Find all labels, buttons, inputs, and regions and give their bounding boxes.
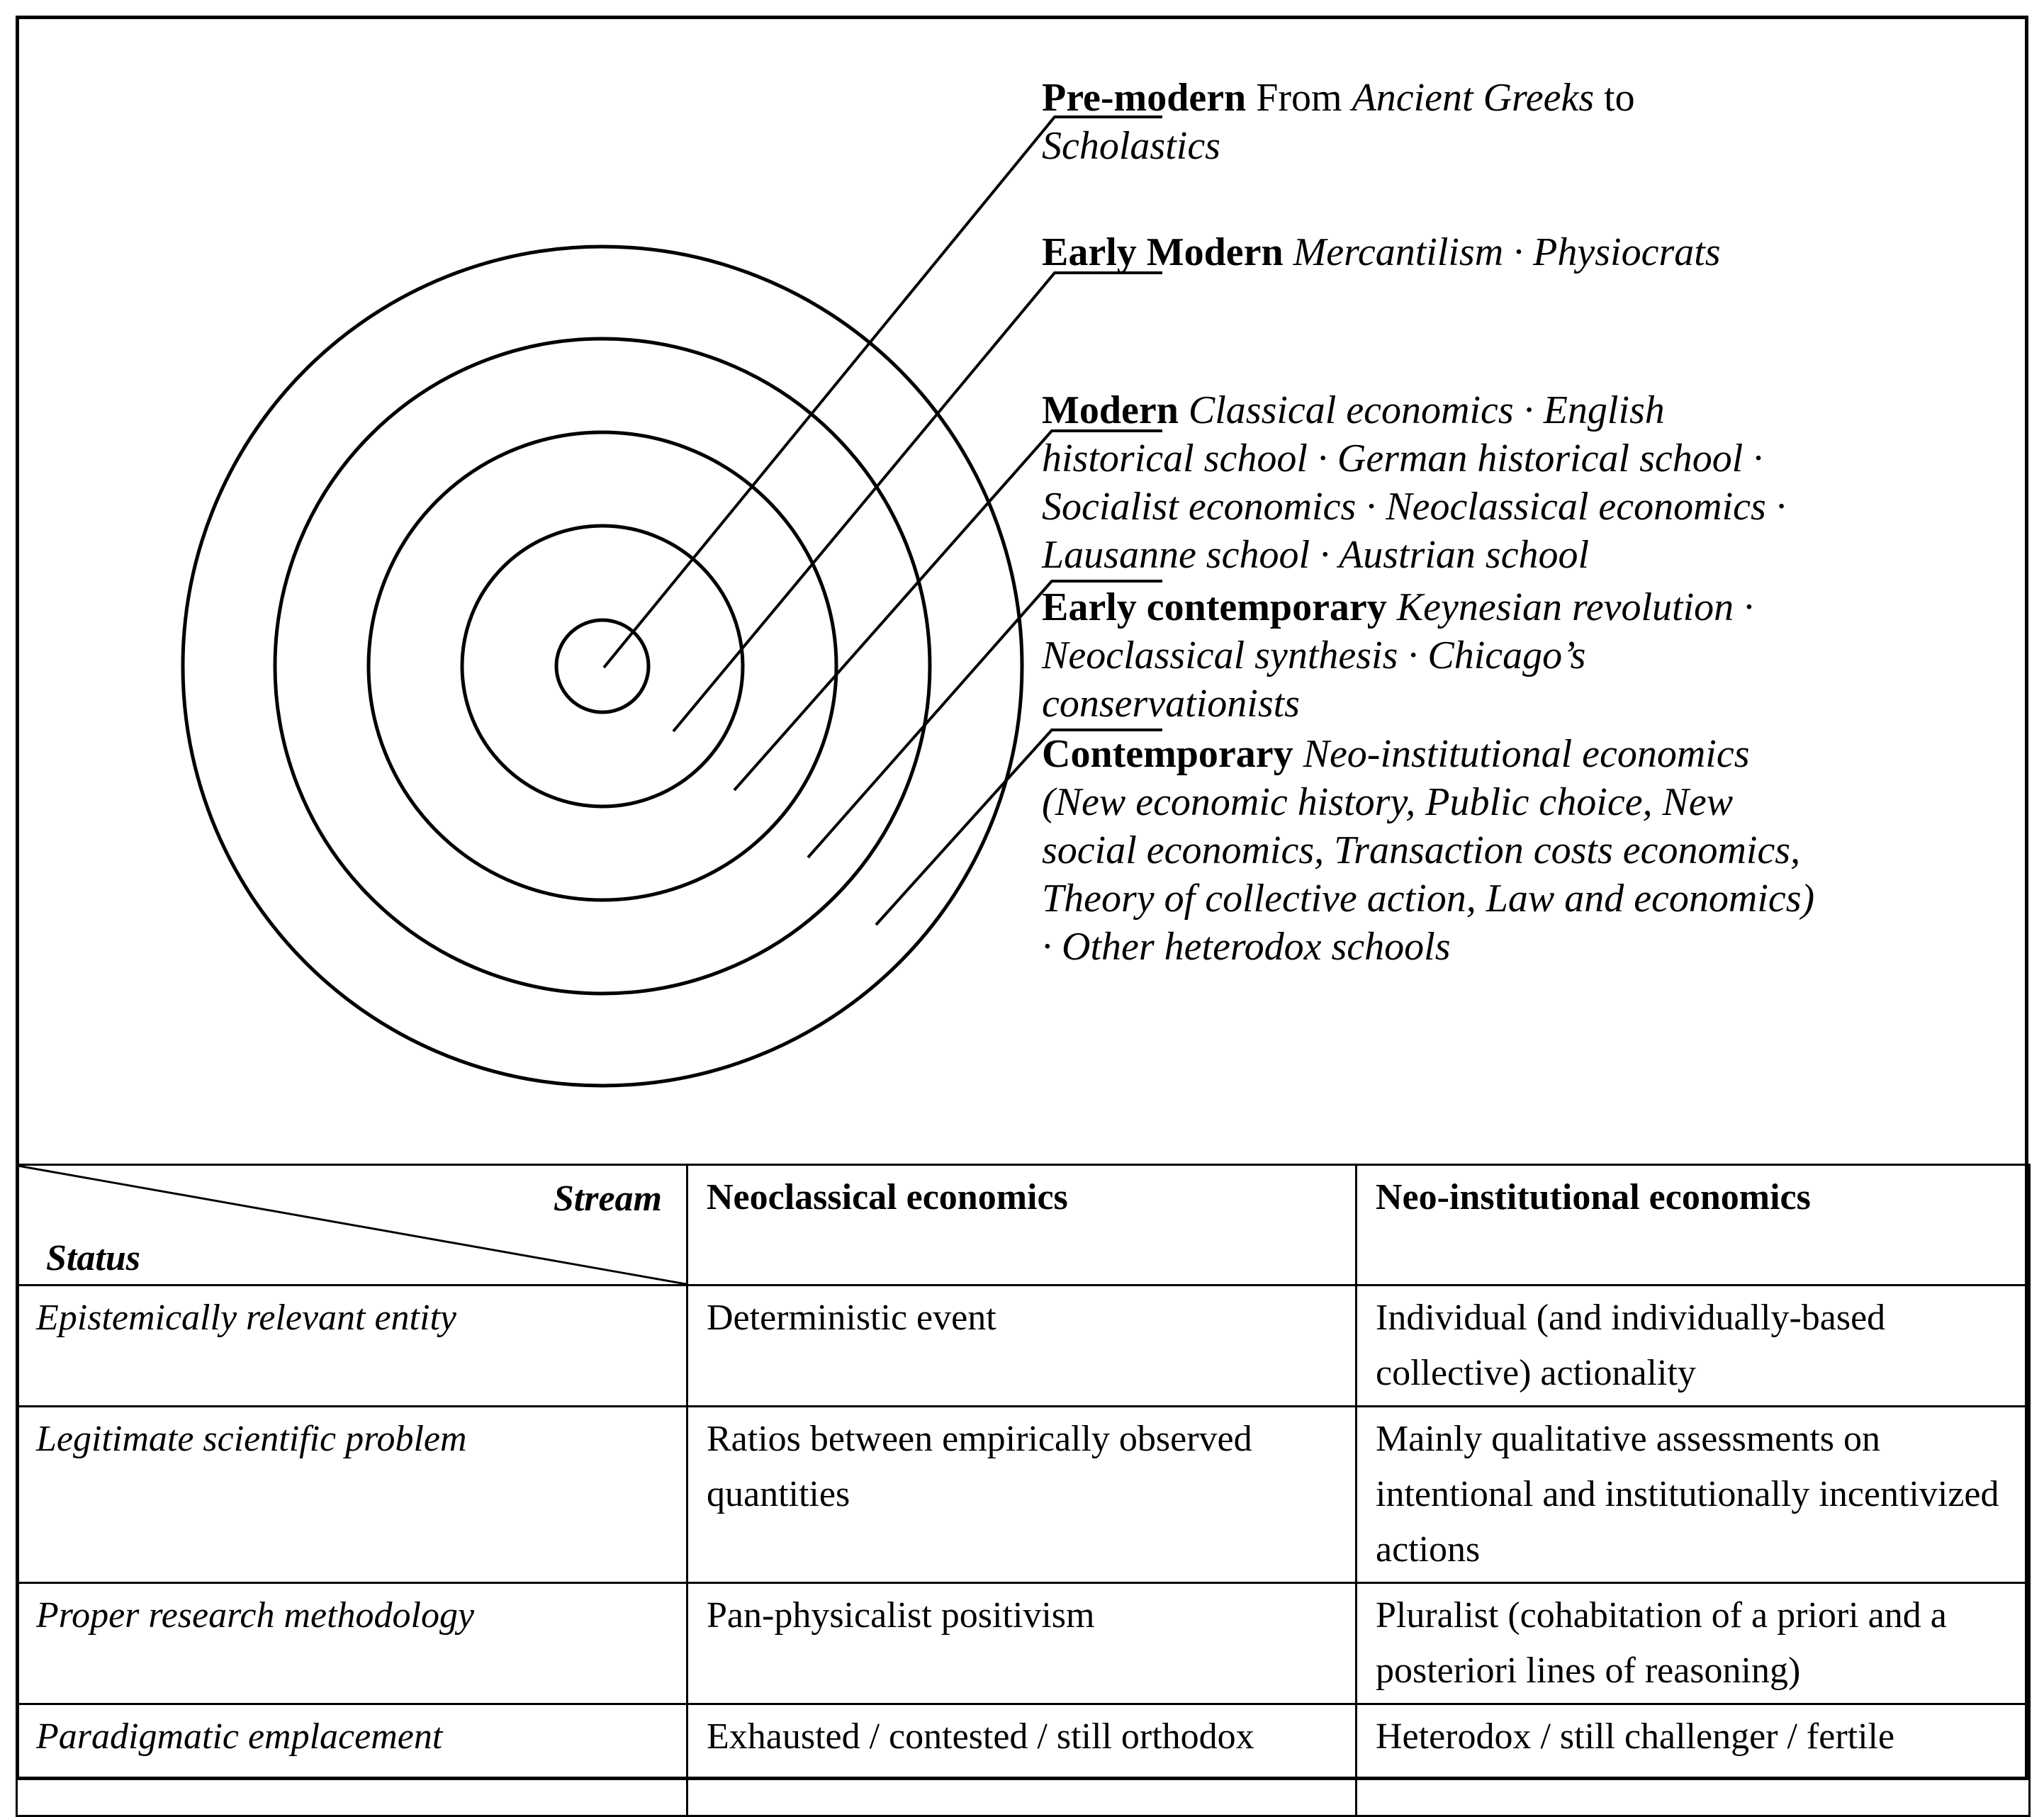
- cell-neo-institutional: Mainly qualitative assessments on intentional and institutionally incentivized actions: [1357, 1407, 2030, 1583]
- era-contemporary-name: Contemporary: [1042, 732, 1293, 776]
- era-modern: [1042, 386, 1793, 579]
- table-row: [17, 1583, 2030, 1704]
- era-modern-name: Modern: [1042, 388, 1179, 432]
- cell-neo-institutional: Pluralist (cohabitation of a priori and a posteriori lines of reasoning): [1357, 1583, 2030, 1704]
- era-pre-modern-text-c: to: [1594, 76, 1635, 120]
- table-row: [17, 1704, 2030, 1816]
- cell-neoclassical: Ratios between empirically observed quantities: [687, 1407, 1357, 1583]
- cell-neoclassical: Deterministic event: [687, 1286, 1357, 1407]
- era-pre-modern-name: Pre-modern: [1042, 76, 1247, 120]
- corner-stream-label: Stream: [553, 1178, 662, 1219]
- era-early-modern-name: Early Modern: [1042, 230, 1284, 274]
- cell-neoclassical: Pan-physicalist positivism: [687, 1583, 1357, 1704]
- col-header-neoclassical: Neoclassical economics: [687, 1165, 1357, 1286]
- cell-neo-institutional: Heterodox / still challenger / fertile: [1357, 1704, 2030, 1816]
- ring-early-contemporary: [275, 339, 930, 994]
- era-pre-modern-text-d: Scholastics: [1042, 124, 1220, 168]
- era-early-contemporary-text: Keynesian revolution · Neoclassical synthesis · Chicago’s conservationists: [1042, 585, 1754, 726]
- era-early-modern: [1042, 228, 1864, 276]
- ring-modern: [369, 432, 836, 900]
- comparison-table: [16, 1164, 2031, 1817]
- corner-status-label: Status: [46, 1238, 140, 1278]
- table-corner-cell: [17, 1165, 687, 1286]
- ring-pre-modern: [556, 620, 648, 712]
- table-row: [17, 1286, 2030, 1407]
- era-early-contemporary: [1042, 583, 1821, 728]
- cell-neoclassical: Exhausted / contested / still orthodox: [687, 1704, 1357, 1816]
- era-early-contemporary-name: Early contemporary: [1042, 585, 1387, 629]
- col-header-neo-institutional: Neo-institutional economics: [1357, 1165, 2030, 1286]
- cell-neo-institutional: Individual (and individually-based collective) actionality: [1357, 1286, 2030, 1407]
- row-status: Epistemically relevant entity: [17, 1286, 687, 1407]
- era-pre-modern: [1042, 74, 1864, 170]
- era-early-modern-text: Mercantilism · Physiocrats: [1293, 230, 1721, 274]
- ring-contemporary: [183, 247, 1022, 1086]
- era-contemporary: [1042, 730, 1821, 971]
- era-pre-modern-text-a: From: [1256, 76, 1352, 120]
- era-modern-text: Classical economics · English historical school · German historical school · Socialist economics · Neoclassical economics · Lausanne school · Austrian school: [1042, 388, 1786, 577]
- row-status: Legitimate scientific problem: [17, 1407, 687, 1583]
- table-row: [17, 1407, 2030, 1583]
- row-status: Paradigmatic emplacement: [17, 1704, 687, 1816]
- table-header-row: [17, 1165, 2030, 1286]
- era-contemporary-text: Neo-institutional economics (New economic history, Public choice, New social economics, Transaction costs economics, Theory of collective action, Law and economics) · Other heterodox schools: [1042, 732, 1815, 969]
- era-pre-modern-text-b: Ancient Greeks: [1352, 76, 1595, 120]
- row-status: Proper research methodology: [17, 1583, 687, 1704]
- ring-early-modern: [462, 526, 743, 806]
